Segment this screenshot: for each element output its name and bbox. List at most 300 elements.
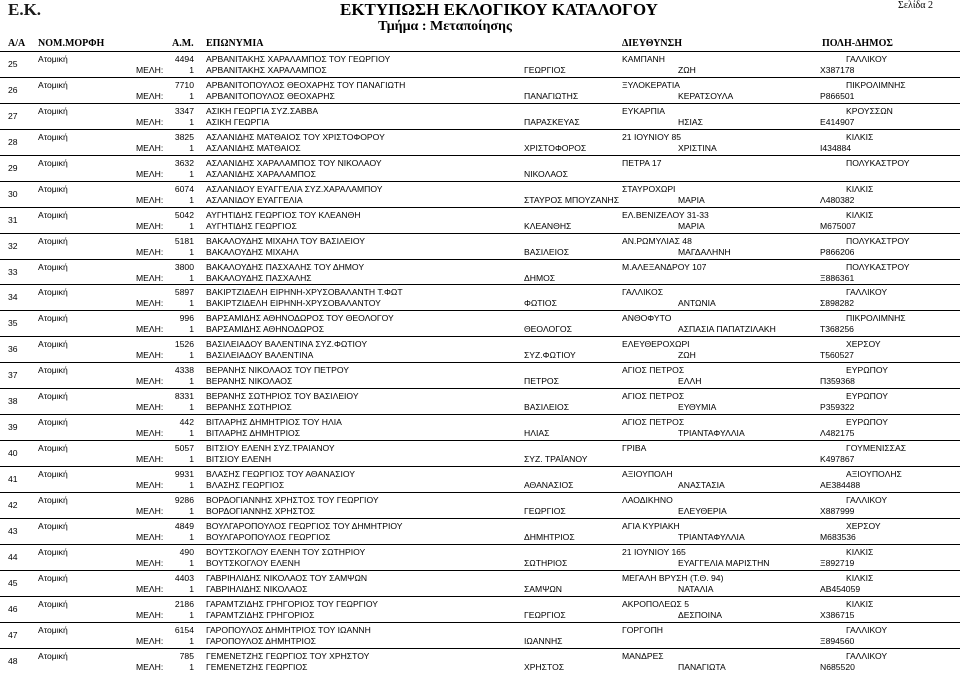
address: ΕΥΚΑΡΠΙΑ bbox=[622, 105, 665, 116]
city: ΓΑΛΛΙΚΟΥ bbox=[846, 650, 888, 661]
business-name: ΑΣΛΑΝΙΔΗΣ ΜΑΤΘΑΙΟΣ ΤΟΥ ΧΡΙΣΤΟΦΟΡΟΥ bbox=[206, 131, 385, 142]
record-number: 25 bbox=[8, 59, 18, 69]
mother-name: ΧΡΙΣΤΙΝΑ bbox=[678, 142, 717, 153]
father-name: ΓΕΩΡΓΙΟΣ bbox=[524, 65, 566, 75]
legal-form: Ατομική bbox=[38, 157, 68, 168]
registry-number: 7710 bbox=[174, 79, 194, 90]
members-label: ΜΕΛΗ: bbox=[136, 480, 164, 490]
members-label: ΜΕΛΗ: bbox=[136, 505, 164, 516]
members-count: 1 bbox=[189, 635, 194, 646]
legal-form: Ατομική bbox=[38, 469, 68, 479]
report-subtitle: Τμήμα : Μεταποίησης bbox=[378, 19, 512, 34]
members-label: ΜΕΛΗ: bbox=[136, 583, 164, 594]
mother-name: ΖΩΗ bbox=[678, 65, 696, 75]
record-number: 39 bbox=[8, 422, 18, 433]
table-row bbox=[0, 77, 960, 103]
address: ΓΟΡΓΟΠΗ bbox=[622, 624, 663, 635]
table-row bbox=[0, 259, 960, 285]
address: ΑΓΙΟΣ ΠΕΤΡΟΣ bbox=[622, 391, 685, 402]
record-number: 41 bbox=[8, 474, 18, 484]
city: ΓΑΛΛΙΚΟΥ bbox=[846, 494, 888, 505]
member-name: ΒΑΚΙΡΤΖΙΔΕΛΗ ΕΙΡΗΝΗ-ΧΡΥΣΟΒΑΛΑΝΤΟΥ bbox=[206, 298, 381, 309]
records-list bbox=[0, 51, 960, 674]
id-number: Ι434884 bbox=[820, 142, 852, 153]
legal-form: Ατομική bbox=[38, 261, 68, 272]
id-number: Ρ866501 bbox=[820, 90, 855, 101]
report-title: ΕΚΤΥΠΩΣΗ ΕΚΛΟΓΙΚΟΥ ΚΑΤΑΛΟΓΟΥ bbox=[340, 0, 658, 19]
city: ΧΕΡΣΟΥ bbox=[846, 339, 881, 350]
legal-form: Ατομική bbox=[38, 572, 68, 583]
legal-form: Ατομική bbox=[38, 650, 68, 661]
city: ΠΙΚΡΟΛΙΜΝΗΣ bbox=[846, 313, 906, 324]
member-name: ΒΕΡΑΝΗΣ ΝΙΚΟΛΑΟΣ bbox=[206, 376, 293, 387]
members-label: ΜΕΛΗ: bbox=[136, 142, 164, 153]
table-row bbox=[0, 103, 960, 129]
record-number: 45 bbox=[8, 577, 18, 588]
address: ΓΡΙΒΑ bbox=[622, 443, 647, 454]
table-row bbox=[0, 518, 960, 544]
members-label: ΜΕΛΗ: bbox=[136, 531, 164, 542]
business-name: ΓΕΜΕΝΕΤΖΗΣ ΓΕΩΡΓΙΟΣ ΤΟΥ ΧΡΗΣΤΟΥ bbox=[206, 650, 370, 661]
city: ΚΙΛΚΙΣ bbox=[846, 572, 874, 583]
business-name: ΑΣΙΚΗ ΓΕΩΡΓΙΑ ΣΥΖ.ΣΑΒΒΑ bbox=[206, 105, 319, 116]
father-name: ΠΑΡΑΣΚΕΥΑΣ bbox=[524, 116, 580, 127]
member-name: ΒΟΡΔΟΓΙΑΝΝΗΣ ΧΡΗΣΤΟΣ bbox=[206, 505, 315, 516]
city: ΚΙΛΚΙΣ bbox=[846, 546, 874, 557]
registry-number: 5181 bbox=[174, 235, 194, 246]
members-label: ΜΕΛΗ: bbox=[136, 661, 164, 672]
table-row bbox=[0, 388, 960, 414]
record-number: 33 bbox=[8, 266, 18, 277]
members-count: 1 bbox=[189, 116, 194, 127]
table-row bbox=[0, 544, 960, 570]
mother-name: ΑΝΑΣΤΑΣΙΑ bbox=[678, 480, 725, 490]
members-label: ΜΕΛΗ: bbox=[136, 350, 164, 361]
business-name: ΑΡΒΑΝΙΤΟΠΟΥΛΟΣ ΘΕΟΧΑΡΗΣ ΤΟΥ ΠΑΝΑΓΙΩΤΗ bbox=[206, 79, 406, 90]
registry-number: 4338 bbox=[174, 365, 194, 376]
record-number: 42 bbox=[8, 499, 18, 510]
city: ΠΟΛΥΚΑΣΤΡΟΥ bbox=[846, 261, 910, 272]
city: ΓΑΛΛΙΚΟΥ bbox=[846, 624, 888, 635]
members-count: 1 bbox=[189, 324, 194, 335]
table-row bbox=[0, 233, 960, 259]
id-number: Ξ886361 bbox=[820, 272, 855, 283]
city: ΓΑΛΛΙΚΟΥ bbox=[846, 54, 888, 64]
column-city: ΠΟΛΗ-ΔΗΜΟΣ bbox=[822, 38, 893, 49]
city: ΚΡΟΥΣΣΩΝ bbox=[846, 105, 893, 116]
address: Μ.ΑΛΕΞΑΝΔΡΟΥ 107 bbox=[622, 261, 707, 272]
father-name: ΣΤΑΥΡΟΣ ΜΠΟΥΖΑΝΗΣ bbox=[524, 194, 620, 205]
registry-number: 3825 bbox=[174, 131, 194, 142]
legal-form: Ατομική bbox=[38, 54, 68, 64]
id-number: Μ683536 bbox=[820, 531, 856, 542]
city: ΧΕΡΣΟΥ bbox=[846, 520, 881, 531]
registry-number: 996 bbox=[179, 313, 194, 324]
registry-number: 3632 bbox=[174, 157, 194, 168]
column-header-row bbox=[0, 38, 960, 52]
record-number: 26 bbox=[8, 84, 18, 95]
legal-form: Ατομική bbox=[38, 79, 68, 90]
column-name: ΕΠΩΝΥΜΙΑ bbox=[206, 38, 264, 49]
mother-name: ΠΑΝΑΓΙΩΤΑ bbox=[678, 661, 726, 672]
city: ΚΙΛΚΙΣ bbox=[846, 209, 874, 220]
registry-number: 9931 bbox=[174, 469, 194, 479]
address: ΛΑΟΔΙΚΗΝΟ bbox=[622, 494, 673, 505]
legal-form: Ατομική bbox=[38, 105, 68, 116]
record-number: 31 bbox=[8, 214, 18, 225]
members-label: ΜΕΛΗ: bbox=[136, 194, 164, 205]
member-name: ΓΑΒΡΙΗΛΙΔΗΣ ΝΙΚΟΛΑΟΣ bbox=[206, 583, 308, 594]
address: 21 ΙΟΥΝΙΟΥ 165 bbox=[622, 546, 686, 557]
member-name: ΒΟΥΤΣΚΟΓΛΟΥ ΕΛΕΝΗ bbox=[206, 557, 301, 568]
address: ΣΤΑΥΡΟΧΩΡΙ bbox=[622, 183, 676, 194]
city: ΑΞΙΟΥΠΟΛΗΣ bbox=[846, 469, 902, 479]
address: ΕΛΕΥΘΕΡΟΧΩΡΙ bbox=[622, 339, 690, 350]
city: ΓΑΛΛΙΚΟΥ bbox=[846, 287, 888, 298]
members-label: ΜΕΛΗ: bbox=[136, 220, 164, 231]
business-name: ΒΟΥΤΣΚΟΓΛΟΥ ΕΛΕΝΗ ΤΟΥ ΣΩΤΗΡΙΟΥ bbox=[206, 546, 366, 557]
members-count: 1 bbox=[189, 298, 194, 309]
business-name: ΑΥΓΗΤΙΔΗΣ ΓΕΩΡΓΙΟΣ ΤΟΥ ΚΛΕΑΝΘΗ bbox=[206, 209, 361, 220]
table-row bbox=[0, 51, 960, 77]
table-row bbox=[0, 466, 960, 492]
business-name: ΑΣΛΑΝΙΔΗΣ ΧΑΡΑΛΑΜΠΟΣ ΤΟΥ ΝΙΚΟΛΑΟΥ bbox=[206, 157, 382, 168]
father-name: ΣΥΖ.ΦΩΤΙΟΥ bbox=[524, 350, 576, 361]
business-name: ΑΡΒΑΝΙΤΑΚΗΣ ΧΑΡΑΛΑΜΠΟΣ ΤΟΥ ΓΕΩΡΓΙΟΥ bbox=[206, 54, 391, 64]
column-address: ΔΙΕΥΘΥΝΣΗ bbox=[622, 38, 682, 49]
father-name: ΧΡΙΣΤΟΦΟΡΟΣ bbox=[524, 142, 587, 153]
members-label: ΜΕΛΗ: bbox=[136, 609, 164, 620]
father-name: ΑΘΑΝΑΣΙΟΣ bbox=[524, 480, 574, 490]
members-label: ΜΕΛΗ: bbox=[136, 116, 164, 127]
member-name: ΒΙΤΛΑΡΗΣ ΔΗΜΗΤΡΙΟΣ bbox=[206, 428, 301, 439]
record-number: 32 bbox=[8, 240, 18, 251]
member-name: ΓΑΡΑΜΤΖΙΔΗΣ ΓΡΗΓΟΡΙΟΣ bbox=[206, 609, 315, 620]
id-number: Σ898282 bbox=[820, 298, 854, 309]
registry-number: 6074 bbox=[174, 183, 194, 194]
legal-form: Ατομική bbox=[38, 443, 68, 454]
father-name: ΠΕΤΡΟΣ bbox=[524, 376, 559, 387]
members-count: 1 bbox=[189, 350, 194, 361]
id-number: Χ387178 bbox=[820, 65, 855, 75]
mother-name: ΜΑΡΙΑ bbox=[678, 220, 705, 231]
mother-name: ΖΩΗ bbox=[678, 350, 696, 361]
record-number: 36 bbox=[8, 344, 18, 355]
members-label: ΜΕΛΗ: bbox=[136, 90, 164, 101]
registry-number: 5057 bbox=[174, 443, 194, 454]
table-row bbox=[0, 207, 960, 233]
business-name: ΓΑΡΟΠΟΥΛΟΣ ΔΗΜΗΤΡΙΟΣ ΤΟΥ ΙΩΑΝΝΗ bbox=[206, 624, 371, 635]
address: ΕΛ.ΒΕΝΙΖΕΛΟΥ 31-33 bbox=[622, 209, 709, 220]
city: ΚΙΛΚΙΣ bbox=[846, 183, 874, 194]
mother-name: ΔΕΣΠΟΙΝΑ bbox=[678, 609, 723, 620]
record-number: 47 bbox=[8, 629, 18, 640]
id-number: Χ887999 bbox=[820, 505, 855, 516]
address: ΑΞΙΟΥΠΟΛΗ bbox=[622, 469, 673, 479]
mother-name: ΑΝΤΩΝΙΑ bbox=[678, 298, 716, 309]
business-name: ΒΑΚΙΡΤΖΙΔΕΛΗ ΕΙΡΗΝΗ-ΧΡΥΣΟΒΑΛΑΝΤΗ Τ.ΦΩΤ bbox=[206, 287, 403, 298]
members-label: ΜΕΛΗ: bbox=[136, 454, 164, 465]
registry-number: 9286 bbox=[174, 494, 194, 505]
record-number: 29 bbox=[8, 162, 18, 173]
legal-form: Ατομική bbox=[38, 209, 68, 220]
business-name: ΒΛΑΣΗΣ ΓΕΩΡΓΙΟΣ ΤΟΥ ΑΘΑΝΑΣΙΟΥ bbox=[206, 469, 355, 479]
city: ΚΙΛΚΙΣ bbox=[846, 598, 874, 609]
father-name: ΦΩΤΙΟΣ bbox=[524, 298, 557, 309]
members-count: 1 bbox=[189, 90, 194, 101]
legal-form: Ατομική bbox=[38, 131, 68, 142]
table-row bbox=[0, 622, 960, 648]
table-row bbox=[0, 336, 960, 362]
members-label: ΜΕΛΗ: bbox=[136, 557, 164, 568]
city: ΓΟΥΜΕΝΙΣΣΑΣ bbox=[846, 443, 907, 454]
id-number: Ε414907 bbox=[820, 116, 855, 127]
registry-number: 6154 bbox=[174, 624, 194, 635]
record-number: 27 bbox=[8, 110, 18, 121]
member-name: ΒΑΚΑΛΟΥΔΗΣ ΠΑΣΧΑΛΗΣ bbox=[206, 272, 312, 283]
member-name: ΓΕΜΕΝΕΤΖΗΣ ΓΕΩΡΓΙΟΣ bbox=[206, 661, 308, 672]
id-number: Ξ892719 bbox=[820, 557, 855, 568]
mother-name: ΤΡΙΑΝΤΑΦΥΛΛΙΑ bbox=[678, 531, 745, 542]
id-number: Κ497867 bbox=[820, 454, 855, 465]
legal-form: Ατομική bbox=[38, 624, 68, 635]
id-number: Ρ866206 bbox=[820, 246, 855, 257]
table-row bbox=[0, 570, 960, 596]
mother-name: ΝΑΤΑΛΙΑ bbox=[678, 583, 714, 594]
mother-name: ΗΣΙΑΣ bbox=[678, 116, 703, 127]
id-number: Λ480382 bbox=[820, 194, 855, 205]
mother-name: ΑΣΠΑΣΙΑ ΠΑΠΑΤΖΙΛΑΚΗ bbox=[678, 324, 776, 335]
report-org: Ε.Κ. bbox=[8, 0, 42, 19]
members-count: 1 bbox=[189, 402, 194, 413]
members-count: 1 bbox=[189, 376, 194, 387]
record-number: 35 bbox=[8, 318, 18, 329]
address: ΜΕΓΑΛΗ ΒΡΥΣΗ (Τ.Θ. 94) bbox=[622, 572, 724, 583]
members-count: 1 bbox=[189, 220, 194, 231]
address: ΑΝΘΟΦΥΤΟ bbox=[622, 313, 672, 324]
father-name: ΣΥΖ. ΤΡΑΪΑΝΟΥ bbox=[524, 454, 588, 465]
id-number: Λ482175 bbox=[820, 428, 855, 439]
address: ΑΚΡΟΠΟΛΕΩΣ 5 bbox=[622, 598, 689, 609]
record-number: 30 bbox=[8, 188, 18, 199]
registry-number: 8331 bbox=[174, 391, 194, 402]
column-aa: Α/Α bbox=[8, 38, 26, 49]
city: ΕΥΡΩΠΟΥ bbox=[846, 391, 888, 402]
father-name: ΣΑΜΨΩΝ bbox=[524, 583, 563, 594]
table-row bbox=[0, 284, 960, 310]
city: ΚΙΛΚΙΣ bbox=[846, 131, 874, 142]
members-label: ΜΕΛΗ: bbox=[136, 272, 164, 283]
id-number: Ν685520 bbox=[820, 661, 855, 672]
registry-number: 442 bbox=[179, 417, 194, 428]
registry-number: 3347 bbox=[174, 105, 194, 116]
registry-number: 5042 bbox=[174, 209, 194, 220]
id-number: Ρ359322 bbox=[820, 402, 855, 413]
member-name: ΒΑΚΑΛΟΥΔΗΣ ΜΙΧΑΗΛ bbox=[206, 246, 299, 257]
members-label: ΜΕΛΗ: bbox=[136, 298, 164, 309]
member-name: ΒΛΑΣΗΣ ΓΕΩΡΓΙΟΣ bbox=[206, 480, 285, 490]
city: ΠΙΚΡΟΛΙΜΝΗΣ bbox=[846, 79, 906, 90]
father-name: ΙΩΑΝΝΗΣ bbox=[524, 635, 563, 646]
table-row bbox=[0, 181, 960, 207]
legal-form: Ατομική bbox=[38, 417, 68, 428]
members-count: 1 bbox=[189, 272, 194, 283]
father-name: ΠΑΝΑΓΙΩΤΗΣ bbox=[524, 90, 579, 101]
legal-form: Ατομική bbox=[38, 339, 68, 350]
table-row bbox=[0, 155, 960, 181]
business-name: ΒΙΤΛΑΡΗΣ ΔΗΜΗΤΡΙΟΣ ΤΟΥ ΗΛΙΑ bbox=[206, 417, 342, 428]
member-name: ΒΙΤΣΙΟΥ ΕΛΕΝΗ bbox=[206, 454, 272, 465]
table-row bbox=[0, 596, 960, 622]
record-number: 38 bbox=[8, 396, 18, 407]
legal-form: Ατομική bbox=[38, 391, 68, 402]
members-label: ΜΕΛΗ: bbox=[136, 428, 164, 439]
legal-form: Ατομική bbox=[38, 494, 68, 505]
registry-number: 4849 bbox=[174, 520, 194, 531]
members-count: 1 bbox=[189, 505, 194, 516]
id-number: Μ675007 bbox=[820, 220, 856, 231]
member-name: ΒΑΣΙΛΕΙΑΔΟΥ ΒΑΛΕΝΤΙΝΑ bbox=[206, 350, 314, 361]
id-number: Τ560527 bbox=[820, 350, 854, 361]
father-name: ΝΙΚΟΛΑΟΣ bbox=[524, 168, 568, 179]
table-row bbox=[0, 492, 960, 518]
registry-number: 1526 bbox=[174, 339, 194, 350]
mother-name: ΕΥΑΓΓΕΛΙΑ ΜΑΡΙΣΤΗΝ bbox=[678, 557, 770, 568]
members-count: 1 bbox=[189, 557, 194, 568]
mother-name: ΜΑΡΙΑ bbox=[678, 194, 705, 205]
member-name: ΒΟΥΛΓΑΡΟΠΟΥΛΟΣ ΓΕΩΡΓΙΟΣ bbox=[206, 531, 331, 542]
mother-name: ΕΛΛΗ bbox=[678, 376, 702, 387]
registry-number: 5897 bbox=[174, 287, 194, 298]
registry-number: 4403 bbox=[174, 572, 194, 583]
father-name: ΔΗΜΗΤΡΙΟΣ bbox=[524, 531, 575, 542]
member-name: ΑΣΛΑΝΙΔΟΥ ΕΥΑΓΓΕΛΙΑ bbox=[206, 194, 303, 205]
members-count: 1 bbox=[189, 609, 194, 620]
members-count: 1 bbox=[189, 246, 194, 257]
address: ΠΕΤΡΑ 17 bbox=[622, 157, 662, 168]
members-label: ΜΕΛΗ: bbox=[136, 65, 164, 75]
father-name: ΒΑΣΙΛΕΙΟΣ bbox=[524, 246, 570, 257]
page-number: Σελίδα 2 bbox=[898, 0, 934, 11]
members-label: ΜΕΛΗ: bbox=[136, 376, 164, 387]
father-name: ΒΑΣΙΛΕΙΟΣ bbox=[524, 402, 570, 413]
father-name: ΗΛΙΑΣ bbox=[524, 428, 550, 439]
business-name: ΑΣΛΑΝΙΔΟΥ ΕΥΑΓΓΕΛΙΑ ΣΥΖ.ΧΑΡΑΛΑΜΠΟΥ bbox=[206, 183, 383, 194]
business-name: ΒΙΤΣΙΟΥ ΕΛΕΝΗ ΣΥΖ.ΤΡΑΙΑΝΟΥ bbox=[206, 443, 335, 454]
record-number: 48 bbox=[8, 655, 18, 666]
address: ΑΓΙΟΣ ΠΕΤΡΟΣ bbox=[622, 417, 685, 428]
record-number: 28 bbox=[8, 136, 18, 147]
record-number: 44 bbox=[8, 551, 18, 562]
business-name: ΓΑΒΡΙΗΛΙΔΗΣ ΝΙΚΟΛΑΟΣ ΤΟΥ ΣΑΜΨΩΝ bbox=[206, 572, 368, 583]
id-number: ΑΒ454059 bbox=[820, 583, 861, 594]
table-row bbox=[0, 310, 960, 336]
business-name: ΒΟΥΛΓΑΡΟΠΟΥΛΟΣ ΓΕΩΡΓΙΟΣ ΤΟΥ ΔΗΜΗΤΡΙΟΥ bbox=[206, 520, 403, 531]
legal-form: Ατομική bbox=[38, 365, 68, 376]
id-number: Π359368 bbox=[820, 376, 855, 387]
business-name: ΒΑΡΣΑΜΙΔΗΣ ΑΘΗΝΟΔΩΡΟΣ ΤΟΥ ΘΕΟΛΟΓΟΥ bbox=[206, 313, 394, 324]
business-name: ΒΑΚΑΛΟΥΔΗΣ ΠΑΣΧΑΛΗΣ ΤΟΥ ΔΗΜΟΥ bbox=[206, 261, 365, 272]
members-count: 1 bbox=[189, 661, 194, 672]
member-name: ΑΣΛΑΝΙΔΗΣ ΜΑΤΘΑΙΟΣ bbox=[206, 142, 301, 153]
record-number: 40 bbox=[8, 448, 18, 459]
member-name: ΑΡΒΑΝΙΤΑΚΗΣ ΧΑΡΑΛΑΜΠΟΣ bbox=[206, 65, 327, 75]
table-row bbox=[0, 129, 960, 155]
business-name: ΒΕΡΑΝΗΣ ΣΩΤΗΡΙΟΣ ΤΟΥ ΒΑΣΙΛΕΙΟΥ bbox=[206, 391, 359, 402]
member-name: ΑΣΙΚΗ ΓΕΩΡΓΙΑ bbox=[206, 116, 270, 127]
record-number: 43 bbox=[8, 525, 18, 536]
members-label: ΜΕΛΗ: bbox=[136, 324, 164, 335]
members-count: 1 bbox=[189, 480, 194, 490]
members-count: 1 bbox=[189, 168, 194, 179]
father-name: ΚΛΕΑΝΘΗΣ bbox=[524, 220, 572, 231]
father-name: ΣΩΤΗΡΙΟΣ bbox=[524, 557, 568, 568]
table-row bbox=[0, 648, 960, 674]
business-name: ΒΑΣΙΛΕΙΑΔΟΥ ΒΑΛΕΝΤΙΝΑ ΣΥΖ.ΦΩΤΙΟΥ bbox=[206, 339, 368, 350]
id-number: Τ368256 bbox=[820, 324, 854, 335]
registry-number: 3800 bbox=[174, 261, 194, 272]
table-row bbox=[0, 440, 960, 466]
id-number: ΑΕ384488 bbox=[820, 480, 861, 490]
members-count: 1 bbox=[189, 583, 194, 594]
members-label: ΜΕΛΗ: bbox=[136, 168, 164, 179]
city: ΠΟΛΥΚΑΣΤΡΟΥ bbox=[846, 235, 910, 246]
members-count: 1 bbox=[189, 194, 194, 205]
business-name: ΒΟΡΔΟΓΙΑΝΝΗΣ ΧΡΗΣΤΟΣ ΤΟΥ ΓΕΩΡΓΙΟΥ bbox=[206, 494, 379, 505]
registry-number: 2186 bbox=[174, 598, 194, 609]
address: ΓΑΛΛΙΚΟΣ bbox=[622, 287, 664, 298]
mother-name: ΤΡΙΑΝΤΑΦΥΛΛΙΑ bbox=[678, 428, 745, 439]
members-count: 1 bbox=[189, 454, 194, 465]
city: ΕΥΡΩΠΟΥ bbox=[846, 365, 888, 376]
members-count: 1 bbox=[189, 65, 194, 75]
father-name: ΔΗΜΟΣ bbox=[524, 272, 556, 283]
mother-name: ΕΛΕΥΘΕΡΙΑ bbox=[678, 505, 727, 516]
legal-form: Ατομική bbox=[38, 235, 68, 246]
column-registry-number: Α.Μ. bbox=[172, 38, 194, 49]
legal-form: Ατομική bbox=[38, 598, 68, 609]
record-number: 34 bbox=[8, 292, 18, 303]
business-name: ΓΑΡΑΜΤΖΙΔΗΣ ΓΡΗΓΟΡΙΟΣ ΤΟΥ ΓΕΩΡΓΙΟΥ bbox=[206, 598, 378, 609]
business-name: ΒΕΡΑΝΗΣ ΝΙΚΟΛΑΟΣ ΤΟΥ ΠΕΤΡΟΥ bbox=[206, 365, 350, 376]
member-name: ΑΡΒΑΝΙΤΟΠΟΥΛΟΣ ΘΕΟΧΑΡΗΣ bbox=[206, 90, 335, 101]
father-name: ΓΕΩΡΓΙΟΣ bbox=[524, 505, 566, 516]
members-count: 1 bbox=[189, 531, 194, 542]
address: ΑΓΙΟΣ ΠΕΤΡΟΣ bbox=[622, 365, 685, 376]
members-label: ΜΕΛΗ: bbox=[136, 402, 164, 413]
column-legal-form: ΝΟΜ.ΜΟΡΦΗ bbox=[38, 38, 105, 49]
members-count: 1 bbox=[189, 142, 194, 153]
record-number: 37 bbox=[8, 370, 18, 381]
registry-number: 490 bbox=[179, 546, 194, 557]
mother-name: ΜΑΓΔΑΛΗΝΗ bbox=[678, 246, 731, 257]
father-name: ΧΡΗΣΤΟΣ bbox=[524, 661, 565, 672]
city: ΕΥΡΩΠΟΥ bbox=[846, 417, 888, 428]
member-name: ΓΑΡΟΠΟΥΛΟΣ ΔΗΜΗΤΡΙΟΣ bbox=[206, 635, 316, 646]
table-row bbox=[0, 414, 960, 440]
legal-form: Ατομική bbox=[38, 546, 68, 557]
id-number: Ξ894560 bbox=[820, 635, 855, 646]
address: ΞΥΛΟΚΕΡΑΤΙΑ bbox=[622, 79, 680, 90]
legal-form: Ατομική bbox=[38, 313, 68, 324]
members-count: 1 bbox=[189, 428, 194, 439]
legal-form: Ατομική bbox=[38, 287, 68, 298]
member-name: ΒΑΡΣΑΜΙΔΗΣ ΑΘΗΝΟΔΩΡΟΣ bbox=[206, 324, 325, 335]
address: ΑΓΙΑ ΚΥΡΙΑΚΗ bbox=[622, 520, 680, 531]
member-name: ΒΕΡΑΝΗΣ ΣΩΤΗΡΙΟΣ bbox=[206, 402, 292, 413]
member-name: ΑΣΛΑΝΙΔΗΣ ΧΑΡΑΛΑΜΠΟΣ bbox=[206, 168, 316, 179]
registry-number: 785 bbox=[179, 650, 194, 661]
